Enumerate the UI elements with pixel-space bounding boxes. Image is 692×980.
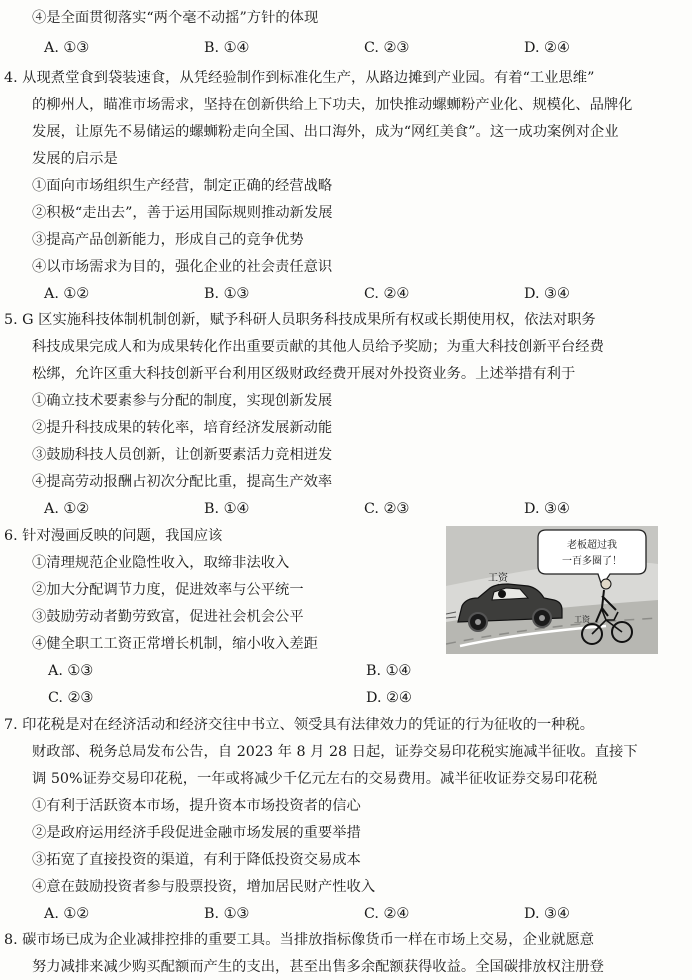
cartoon-car-label: 工资	[488, 573, 508, 584]
q8-stem-line-1: 8. 碳市场已成为企业减排控排的重要工具。当排放指标像货币一样在市场上交易，企业就愿意	[4, 932, 595, 948]
q4-stem-line-3: 发展，让原先不易储运的螺蛳粉走向全国、出口海外，成为“网红美食”。这一成功案例对企业	[32, 124, 619, 140]
q3-option-b: B. ①④	[204, 40, 250, 56]
q4-stem-line-4: 发展的启示是	[32, 151, 118, 167]
q5-statement-3: ③鼓励科技人员创新，让创新要素活力竞相迸发	[32, 447, 333, 463]
q3-options	[0, 38, 692, 58]
q4-statement-1: ①面向市场组织生产经营，制定正确的经营战略	[32, 178, 333, 194]
q5-statement-4: ④提高劳动报酬占初次分配比重，提高生产效率	[32, 474, 333, 490]
q6-statement-4: ④健全职工工资正常增长机制，缩小收入差距	[32, 636, 318, 652]
q5-statement-2: ②提升科技成果的转化率，培育经济发展新动能	[32, 420, 333, 436]
q6-option-d: D. ②④	[366, 690, 412, 706]
q6-stem: 6. 针对漫画反映的问题，我国应该	[4, 528, 223, 544]
q4-option-c: C. ②④	[364, 286, 410, 302]
q8-stem-line-2: 努力减排来减少购买配额而产生的支出，甚至出售多余配额获得收益。全国碳排放权注册登	[32, 959, 604, 975]
q4-stem-line-2: 的柳州人，瞄准市场需求，坚持在创新供给上下功夫，加快推动螺蛳粉产业化、规模化、品牌化	[32, 97, 633, 113]
q7-option-b: B. ①③	[204, 906, 250, 922]
q7-options	[0, 904, 692, 924]
q5-stem-line-1: 5. G 区实施科技体制机制创新，赋予科研人员职务科技成果所有权或长期使用权，依法对职务	[4, 312, 596, 328]
q7-stem-line-3: 调 50%证券交易印花税，一年或将减少千亿元左右的交易费用。减半征收证券交易印花税	[32, 771, 598, 787]
q3-option-c: C. ②③	[364, 40, 410, 56]
q4-statement-2: ②积极“走出去”，善于运用国际规则推动新发展	[32, 205, 333, 221]
q5-option-c: C. ②③	[364, 501, 410, 517]
q6-statement-2: ②加大分配调节力度，促进效率与公平统一	[32, 582, 304, 598]
q5-option-d: D. ③④	[524, 501, 570, 517]
q7-statement-2: ②是政府运用经济手段促进金融市场发展的重要举措	[32, 825, 361, 841]
q7-stem-line-2: 财政部、税务总局发布公告，自 2023 年 8 月 28 日起，证券交易印花税实施减半征收。直接下	[32, 744, 638, 760]
q6-option-a: A. ①③	[48, 663, 94, 679]
q4-option-b: B. ①③	[204, 286, 250, 302]
q6-statement-1: ①清理规范企业隐性收入，取缔非法收入	[32, 555, 290, 571]
q7-statement-1: ①有利于活跃资本市场，提升资本市场投资者的信心	[32, 798, 361, 814]
q7-option-c: C. ②④	[364, 906, 410, 922]
q5-option-b: B. ①④	[204, 501, 250, 517]
q3-option-d: D. ②④	[524, 40, 570, 56]
q6-statement-3: ③鼓励劳动者勤劳致富，促进社会机会公平	[32, 609, 304, 625]
q7-statement-4: ④意在鼓励投资者参与股票投资，增加居民财产性收入	[32, 879, 376, 895]
q7-stem-line-1: 7. 印花税是对在经济活动和经济交往中书立、领受具有法律效力的凭证的行为征收的一种税。	[4, 717, 595, 733]
q6-cartoon	[446, 526, 658, 654]
q4-statement-4: ④以市场需求为目的，强化企业的社会责任意识	[32, 259, 333, 275]
q5-stem-line-3: 松绑，允许区重大科技创新平台利用区级财政经费开展对外投资业务。上述举措有利于	[32, 366, 576, 382]
q6-option-c: C. ②③	[48, 690, 94, 706]
q7-option-d: D. ③④	[524, 906, 570, 922]
q4-stem-line-1: 4. 从现煮堂食到袋装速食，从凭经验制作到标准化生产，从路边摊到产业园。有着“工业思维”	[4, 70, 595, 86]
q7-option-a: A. ①②	[44, 906, 90, 922]
q5-stem-line-2: 科技成果完成人和为成果转化作出重要贡献的其他人员给予奖励；为重大科技创新平台经费	[32, 339, 604, 355]
q4-option-d: D. ③④	[524, 286, 570, 302]
q7-statement-3: ③拓宽了直接投资的渠道，有利于降低投资交易成本	[32, 852, 361, 868]
q4-statement-3: ③提高产品创新能力，形成自己的竞争优势	[32, 232, 304, 248]
q5-statement-1: ①确立技术要素参与分配的制度，实现创新发展	[32, 393, 333, 409]
q6-option-b: B. ①④	[366, 663, 412, 679]
q6-options-row-1	[0, 661, 692, 681]
cartoon-speech-line-2: 一百多圈了！	[562, 556, 622, 567]
q5-options	[0, 499, 692, 519]
cartoon-bike-label: 工资	[574, 615, 590, 624]
q4-option-a: A. ①②	[44, 286, 90, 302]
q6-options-row-2	[0, 688, 692, 708]
q3-option-a: A. ①③	[44, 40, 90, 56]
cartoon-speech-line-1: 老板超过我	[567, 540, 617, 551]
q5-option-a: A. ①②	[44, 501, 90, 517]
q3-statement-4: ④是全面贯彻落实“两个毫不动摇”方针的体现	[32, 10, 319, 26]
q4-options	[0, 284, 692, 304]
